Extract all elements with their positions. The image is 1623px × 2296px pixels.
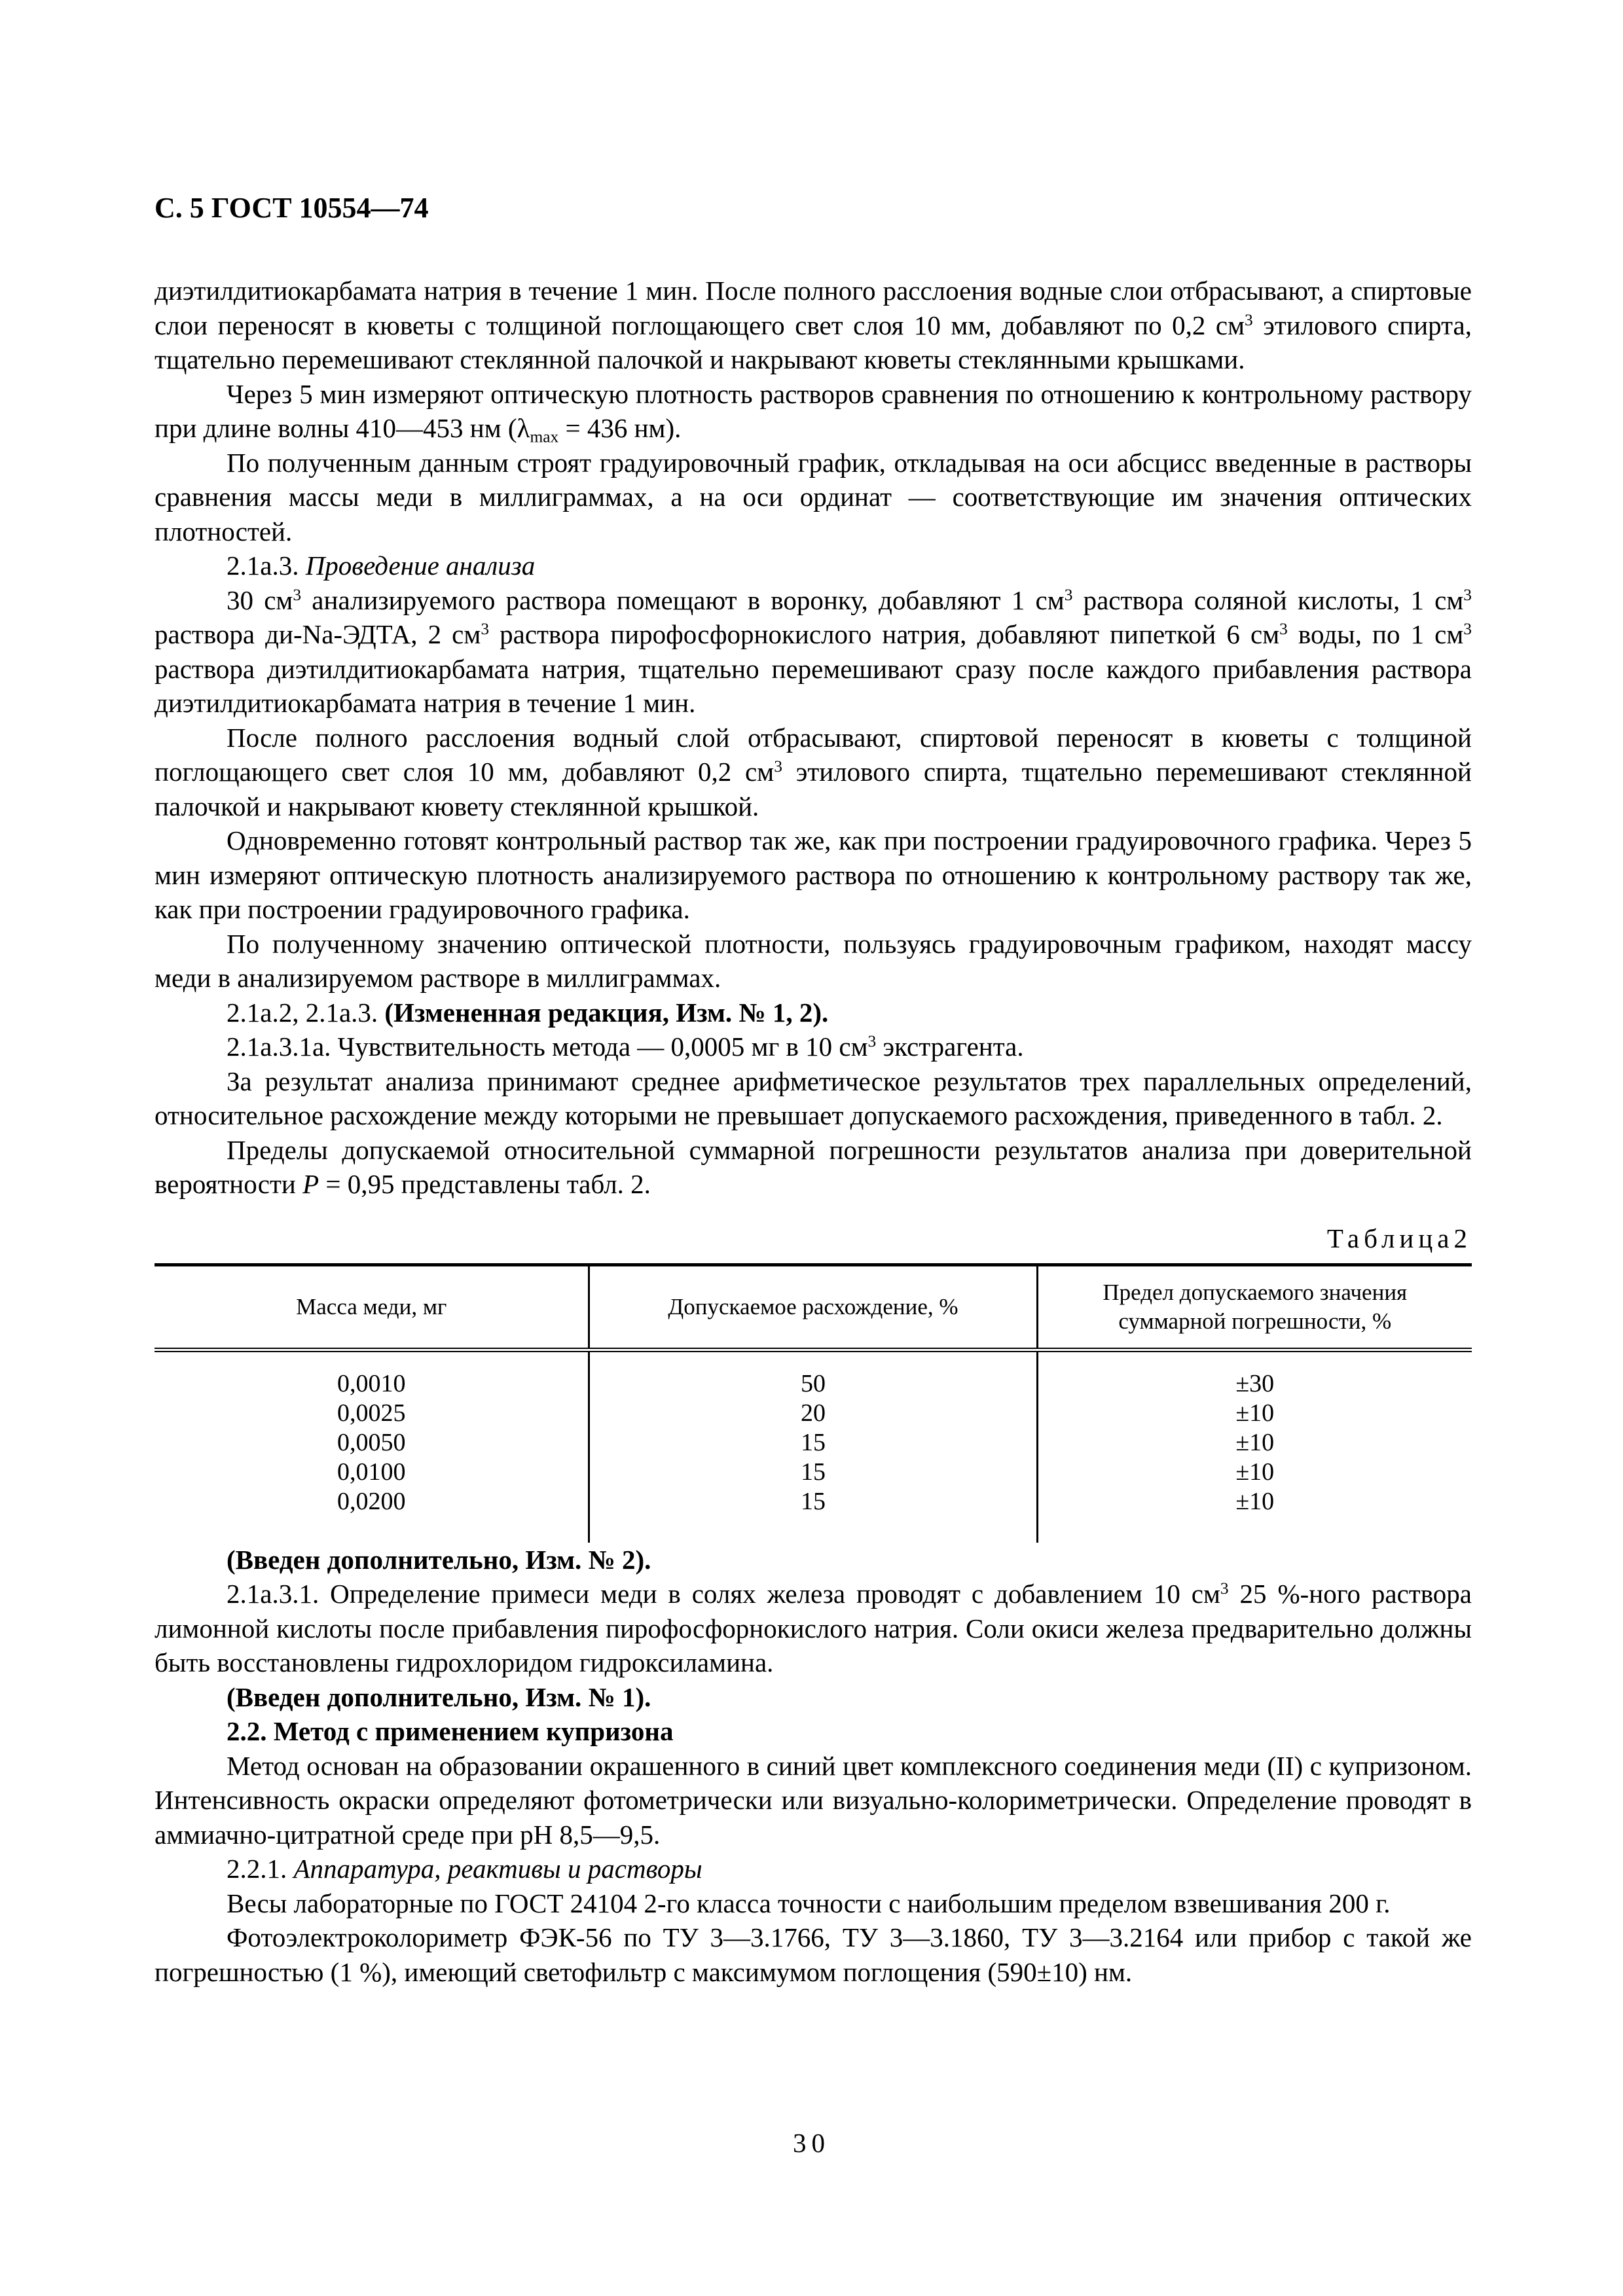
table-cell: ±10: [1037, 1399, 1472, 1428]
section-heading: 2.2.1. Аппаратура, реактивы и растворы: [227, 1854, 702, 1884]
table-cell: 15: [589, 1487, 1037, 1543]
column-header: Предел допускаемого значения суммарной погрешности, %: [1037, 1265, 1472, 1350]
table-cell: 0,0025: [337, 1399, 406, 1427]
table-cell: 0,0050: [337, 1428, 406, 1456]
amendment-note: (Введен дополнительно, Изм. № 2).: [227, 1544, 651, 1575]
table-2: [155, 1263, 1472, 1543]
table-cell: 15: [589, 1428, 1037, 1458]
paragraph: По полученному значению оптической плотности, пользуясь градуировочным графиком, находят массу меди в анализируемом растворе в миллиграммах.: [155, 928, 1472, 993]
section-heading: 2.2. Метод с применением купризона: [227, 1716, 674, 1746]
amendment-note: 2.1а.2, 2.1а.3. (Измененная редакция, Изм. № 1, 2).: [227, 997, 829, 1028]
body-text: [155, 274, 1472, 1989]
table-caption: Таблица2: [1326, 1223, 1472, 1253]
paragraph: 30 $см^3$ анализируемого раствора помещают в воронку, добавляют 1 $см^3$ раствора соляной кислоты, 1 $см^3$ раствора ди-Na-ЭДТА, 2 $см^3$ раствора пирофосфорнокислого натрия, добавляют пипеткой 6 $см^3$ воды, по 1 $см^3$ раствора диэтилдитиокарбамата натрия, тщательно перемешивают сразу после каждого прибавления раствора диэтилдитиокарбамата натрия в течение 1 мин.: [155, 584, 1472, 718]
table-cell: 0,0100: [337, 1458, 406, 1486]
paragraph: Одновременно готовят контрольный раствор так же, как при построении градуировочного графика. Через 5 мин измеряют оптическую плотность анализируемого раствора по отношению к контрольному раствору так же, как при построении градуировочного графика.: [155, 825, 1472, 924]
table-cell: ±30: [1037, 1369, 1472, 1399]
paragraph: По полученным данным строят градуировочный график, откладывая на оси абсцисс введенные в растворы сравнения массы меди в миллиграммах, а на оси ординат — соответствующие им значения оптических плотностей.: [155, 447, 1472, 547]
paragraph: Через 5 мин измеряют оптическую плотность растворов сравнения по отношению к контрольному раствору при длине волны 410—453 нм ($\lambda_{max} = 436$ нм).: [155, 378, 1472, 446]
paragraph: За результат анализа принимают среднее арифметическое результатов трех параллельных определений, относительное расхождение между которыми не превышает допускаемого расхождения, приведенного в табл. 2.: [155, 1066, 1472, 1130]
table-cell: 20: [589, 1399, 1037, 1428]
page-number: 30: [793, 2128, 830, 2158]
table-header-row: [155, 1265, 1472, 1350]
table-row: [155, 1399, 1472, 1428]
table-cell: 50: [589, 1369, 1037, 1399]
table-cell: ±10: [1037, 1428, 1472, 1458]
paragraph: Весы лабораторные по ГОСТ 24104 2-го класса точности с наибольшим пределом взвешивания 200 г.: [227, 1888, 1391, 1918]
table-row: [155, 1428, 1472, 1458]
table-row: [155, 1458, 1472, 1487]
table-cell: ±10: [1037, 1458, 1472, 1487]
table-cell: 0,0200: [337, 1487, 406, 1515]
column-header: Допускаемое расхождение, %: [589, 1265, 1037, 1350]
amendment-note: (Введен дополнительно, Изм. № 1).: [227, 1681, 651, 1712]
section-heading: 2.1а.3. Проведение анализа: [227, 550, 536, 581]
paragraph: После полного расслоения водный слой отбрасывают, спиртовой переносят в кюветы с толщиной поглощающего свет слоя 10 мм, добавляют 0,2 $см^3$ этилового спирта, тщательно перемешивают стеклянной палочкой и накрывают кювету стеклянной крышкой.: [155, 722, 1472, 821]
paragraph: Фотоэлектроколориметр ФЭК-56 по ТУ 3—3.1766, ТУ 3—3.1860, ТУ 3—3.2164 или прибор с такой же погрешностью (1 %), имеющий светофильтр с максимумом поглощения (590±10) нм.: [155, 1922, 1472, 1987]
paragraph: Метод основан на образовании окрашенного в синий цвет комплексного соединения меди (II) с купризоном. Интенсивность окраски определяют фотометрически или визуально-колориметрически. Определение проводят в аммиачно-цитратной среде при рН 8,5—9,5.: [155, 1750, 1472, 1850]
table-row: [155, 1487, 1472, 1543]
table-cell: 0,0010: [337, 1369, 406, 1397]
paragraph: Пределы допускаемой относительной суммарной погрешности результатов анализа при доверительной вероятности P = 0,95 представлены табл. 2.: [155, 1134, 1472, 1199]
paragraph: 2.1а.3.1. Определение примеси меди в солях железа проводят с добавлением 10 $см^3$ 25 %-ного раствора лимонной кислоты после прибавления пирофосфорнокислого натрия. Соли окиси железа предварительно должны быть восстановлены гидрохлоридом гидроксиламина.: [155, 1579, 1472, 1677]
page-header: С. 5 ГОСТ 10554—74: [155, 192, 429, 224]
table-cell: 15: [589, 1458, 1037, 1487]
column-header: Масса меди, мг: [155, 1265, 589, 1350]
paragraph: диэтилдитиокарбамата натрия в течение 1 мин. После полного расслоения водные слои отбрасывают, а спиртовые слои переносят в кюветы с толщиной поглощающего свет слоя 10 мм, добавляют по 0,2 $см^3$ этилового спирта, тщательно перемешивают стеклянной палочкой и накрывают кюветы стеклянными крышками.: [155, 276, 1472, 374]
paragraph: 2.1а.3.1а. Чувствительность метода — 0,0005 мг в 10 $см^3$ экстрагента.: [227, 1031, 1024, 1062]
table-cell: ±10: [1037, 1487, 1472, 1543]
table-row: [155, 1369, 1472, 1399]
